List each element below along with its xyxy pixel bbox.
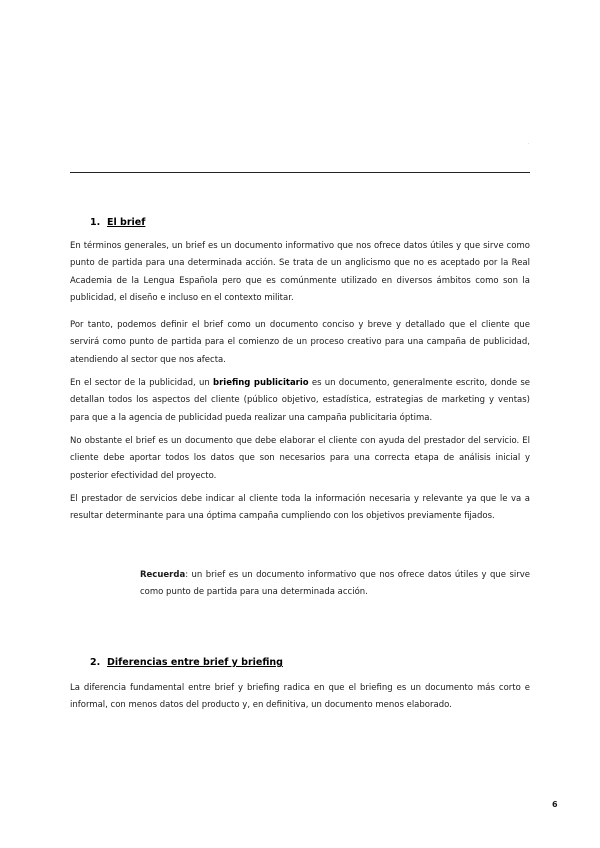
section-1-paragraph-5: El prestador de servicios debe indicar al cliente toda la información necesaria y relevante ya que le va a resultar determinante para una óptima campaña cumpliendo con los objetivos previamente fijados. — [70, 494, 530, 522]
section-1-number: 1. — [90, 217, 101, 228]
paragraph-3-text-end: es un documento, generalmente escrito, donde se detallan todos los aspectos del cliente (público objetivo, estadística, estrategias de marketing y ventas) para que a la agencia de publicidad pueda realizar una campaña publicitaria óptima. — [70, 378, 530, 423]
horizontal-rule — [70, 172, 530, 173]
section-2-title: Diferencias entre brief y briefing — [107, 657, 283, 668]
paragraph-3-text-start: En el sector de la publicidad, un — [70, 378, 213, 388]
recuerda-text: : un brief es un documento informativo que nos ofrece datos útiles y que sirve como punto de partida para una determinada acción. — [140, 570, 530, 598]
section-1-paragraph-4: No obstante el brief es un documento que debe elaborar el cliente con ayuda del prestador del servicio. El cliente debe aportar todos los datos que son necesarios para una correcta etapa de análisis inicial y posterior efectividad del proyecto. — [70, 436, 530, 481]
section-1-paragraph-3 — [70, 375, 530, 427]
section-1-paragraph-2: Por tanto, podemos definir el brief como un documento conciso y breve y detallado que el cliente que servirá como punto de partida para el comienzo de un proceso creativo para una campaña de publicidad, atendiendo al sector que nos afecta. — [70, 320, 530, 365]
section-1-heading — [90, 217, 145, 228]
briefing-publicitario-term: briefing publicitario — [213, 378, 309, 388]
section-1-paragraph-1: En términos generales, un brief es un documento informativo que nos ofrece datos útiles y que sirve como punto de partida para una determinada acción. Se trata de un anglicismo que no es aceptado por la Real Academia de la Lengua Española pero que es comúnmente utilizado en diversos ámbitos como son la publicidad, el diseño e incluso en el contexto militar. — [70, 241, 530, 303]
section-2-paragraph-1: La diferencia fundamental entre brief y briefing radica en que el briefing es un documento más corto e informal, con menos datos del producto y, en definitiva, un documento menos elaborado. — [70, 683, 530, 711]
section-2-number: 2. — [90, 657, 101, 668]
page-number: 6 — [552, 800, 558, 809]
corner-mark: . — [528, 140, 530, 145]
recuerda-label: Recuerda — [140, 570, 186, 580]
section-2-heading — [90, 657, 283, 668]
recuerda-note — [140, 567, 530, 602]
section-1-title: El brief — [107, 217, 146, 228]
